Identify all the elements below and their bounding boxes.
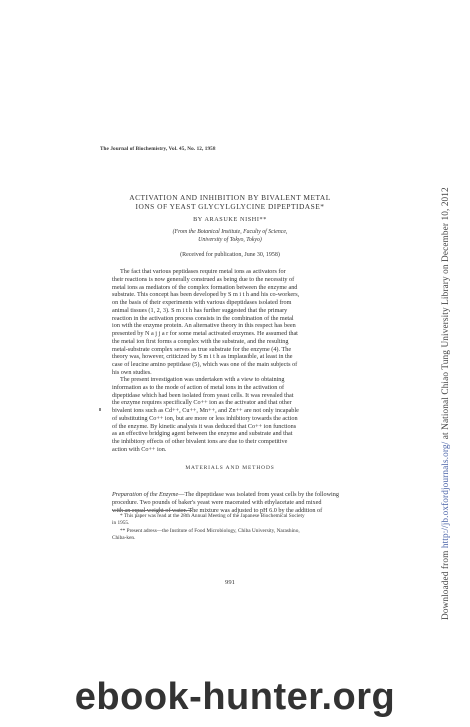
paragraph-line: bivalent ions such as Cd++, Cu++, Mn++, and Zn++ are not only incapable	[112, 407, 299, 414]
paragraph-line: metal ions as mediators of the complex formation between the enzyme and	[112, 283, 298, 291]
affiliation-line: University of Tokyo, Tokyo)	[198, 236, 262, 243]
paragraph-line: action with Co++ ion.	[112, 445, 167, 453]
methods-line-text: —The dipeptidase was isolated from yeast cells by the following	[178, 491, 339, 498]
methods-first-line	[112, 491, 354, 499]
section-heading: MATERIALS AND METHODS	[185, 465, 275, 471]
paragraph-line: animal tissues (1, 2, 3). S m i t h has further suggested that the primary	[112, 306, 288, 314]
paragraph-line: substrate. This concept has been developed by S m i t h and his co-workers,	[112, 291, 300, 299]
download-suffix: at National Chiao Tung University Library on December 10, 2012	[441, 187, 451, 442]
paragraph-line: The present investigation was undertaken with a view to obtaining	[120, 376, 285, 383]
affiliation	[80, 229, 380, 244]
intro-paragraph	[112, 268, 354, 377]
margin-mark	[99, 408, 101, 411]
footnote-1	[112, 513, 354, 527]
paragraph-line: presented by N a j j a r for some metal activated enzymes. He assumed that	[112, 330, 298, 337]
title-line: IONS OF YEAST GLYCYLGLYCINE DIPEPTIDASE*	[135, 202, 325, 212]
page-number: 991	[225, 579, 235, 586]
paragraph-line: metal-substrate complex serves as true substrate for the enzyme (4). The	[112, 345, 292, 353]
article-title	[80, 193, 380, 211]
paragraph-line: their reactions is now generally construed as being due to the necessity of	[112, 275, 295, 283]
affiliation-line: (From the Botanical Institute, Faculty of Science,	[172, 229, 288, 235]
footnote-rule	[112, 510, 192, 511]
footnote-line: Chiba-ken.	[112, 535, 136, 541]
paragraph-line: ion with the enzyme protein. An alternative theory in this respect has been	[112, 322, 296, 330]
paragraph-line: as an effective bridging agent between the enzyme and substrate and that	[112, 430, 293, 438]
methods-italic-lead: Preparation of the Enzyme	[112, 491, 179, 498]
received-date: (Received for publication, June 30, 1958)	[180, 252, 280, 258]
footnote-2	[112, 528, 354, 542]
footnote-line: ** Present adress—the Institute of Food Microbiology, Chiba University, Narashino,	[120, 528, 300, 534]
paragraph-line: of substituting Co++ ion, but are more or less inhibitory towards the action	[112, 414, 298, 422]
paragraph-line: on the basis of their experiments with various dipeptidases isolated from	[112, 299, 292, 306]
paragraph-line: the metal ion first forms a complex with the substrate, and the resulting	[112, 337, 289, 345]
paragraph-line: the enzyme requires specifically Co++ ion as the activator and that other	[112, 399, 292, 407]
journal-header: The Journal of Biochemistry, Vol. 45, No. 12, 1958	[100, 146, 216, 152]
footnote-line: * This paper was read at the 28th Annual Meeting of the Japanese Biochemical Society	[120, 513, 305, 519]
title-line: ACTIVATION AND INHIBITION BY BIVALENT METAL	[129, 193, 331, 202]
methods-line: procedure. Two pounds of baker's yeast were macerated with ethylacetate and mixed	[112, 498, 322, 506]
paragraph-line: case of leucine amino peptidase (5), which was one of the main subjects of	[112, 361, 298, 368]
investigation-paragraph	[112, 376, 354, 454]
footnote-line: in 1955.	[112, 520, 130, 526]
watermark-text: ebook-hunter.org	[74, 676, 396, 718]
paragraph-line: the inhibitory effects of other bivalent ions are due to their competitive	[112, 438, 288, 445]
paragraph-line: reaction in the activation process consists in the combination of the metal	[112, 314, 294, 322]
author-line: BY ARASUKE NISHI**	[193, 216, 267, 223]
paragraph-line: his own studies.	[112, 368, 152, 376]
download-notice	[441, 150, 463, 620]
paragraph-line: of the enzyme. By kinetic analysis it was deduced that Co++ ion functions	[112, 422, 297, 430]
paragraph-line: dipeptidase which had been isolated from yeast cells. It was revealed that	[112, 391, 294, 399]
paragraph-line: theory was, however, criticized by S m i t h as implausible, at least in the	[112, 353, 293, 361]
paragraph-line: information as to the mode of action of metal ions in the activation of	[112, 383, 285, 391]
download-link[interactable]: http://jb.oxfordjournals.org/	[441, 441, 451, 549]
paragraph-line: The fact that various peptidases require metal ions as activators for	[120, 268, 286, 275]
methods-line: with an equal weight of water. The mixture was adjusted to pH 6.0 by the addition of	[112, 506, 323, 514]
download-prefix: Downloaded from	[441, 548, 451, 620]
